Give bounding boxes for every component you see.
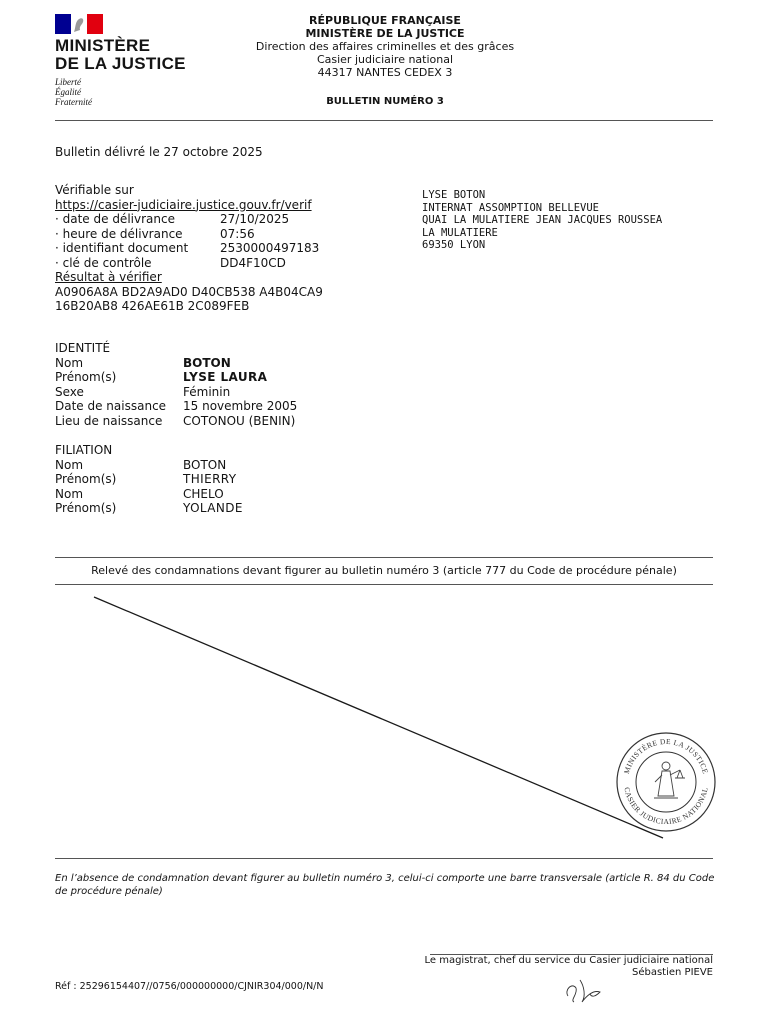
signer-title: Le magistrat, chef du service du Casier judiciaire national — [424, 955, 713, 966]
bulletin-title: BULLETIN NUMÉRO 3 — [326, 96, 444, 107]
verification-row: · date de délivrance 27/10/2025 — [55, 212, 290, 226]
no-conviction-footnote: En l’absence de condamnation devant figurer au bulletin numéro 3, celui-ci comporte une barre transversale (article R. 84 du Code de procédure pénale) — [55, 873, 715, 897]
identity-row: Prénom(s) LYSE LAURA — [55, 370, 268, 384]
identity-row: Sexe Féminin — [55, 384, 231, 399]
service-name: Casier judiciaire national — [316, 53, 454, 66]
direction-name: Direction des affaires criminelles et des grâces — [255, 40, 515, 53]
verification-result-label: Résultat à vérifier — [55, 270, 162, 284]
verification-title: Vérifiable sur — [55, 183, 134, 197]
filiation-row: Nom BOTON — [55, 457, 227, 472]
seal-ring-bottom-text: CASIER JUDICIAIRE NATIONAL — [622, 786, 710, 827]
official-seal-stamp — [614, 730, 718, 834]
ministry-name: MINISTÈRE DE LA JUSTICE — [305, 27, 465, 40]
seal-ring-top-text: MINISTÈRE DE LA JUSTICE — [621, 736, 711, 775]
issuer-address: 44317 NANTES CEDEX 3 — [317, 66, 453, 79]
filiation-row: Prénom(s) YOLANDE — [55, 501, 243, 515]
recipient-line: 69350 LYON — [422, 239, 486, 251]
handwritten-signature — [560, 972, 610, 1006]
signer-name: Sébastien PIEVE — [631, 967, 713, 978]
filiation-title: FILIATION — [55, 443, 113, 457]
verification-hash-line: 16B20AB8 426AE61B 2C089FEB — [55, 299, 250, 313]
recipient-line: QUAI LA MULATIERE JEAN JACQUES ROUSSEA — [422, 214, 663, 226]
filiation-row: Prénom(s) THIERRY — [55, 472, 237, 486]
identity-row: Date de naissance 15 novembre 2005 — [55, 399, 298, 413]
identity-row: Nom BOTON — [55, 355, 231, 370]
verification-row: · heure de délivrance 07:56 — [55, 226, 255, 241]
republic-name: RÉPUBLIQUE FRANÇAISE — [309, 14, 461, 27]
convictions-banner: Relevé des condamnations devant figurer au bulletin numéro 3 (article 777 du Code de procédure pénale) — [55, 557, 713, 585]
republic-motto: Liberté Égalité Fraternité — [55, 77, 92, 107]
svg-text:MINISTÈRE DE LA JUSTICE — [622, 737, 710, 775]
filiation-row: Nom CHELO — [55, 486, 224, 501]
recipient-line: LYSE BOTON — [422, 189, 486, 201]
verification-row: · clé de contrôle DD4F10CD — [55, 255, 286, 270]
signature-block — [400, 955, 713, 979]
recipient-line: LA MULATIERE — [422, 226, 498, 239]
verification-row: · identifiant document 2530000497183 — [55, 241, 320, 255]
ministry-name-line1: MINISTÈRE — [55, 36, 151, 55]
document-reference: Réf : 25296154407//0756/000000000/CJNIR304/000/N/N — [55, 981, 324, 992]
footnote-divider — [55, 858, 713, 859]
verification-hash-line: A0906A8A BD2A9AD0 D40CB538 A4B04CA9 — [55, 284, 323, 299]
delivery-date: Bulletin délivré le 27 octobre 2025 — [55, 145, 263, 159]
identity-row: Lieu de naissance COTONOU (BENIN) — [55, 413, 296, 428]
recipient-line: INTERNAT ASSOMPTION BELLEVUE — [422, 201, 600, 214]
verification-link[interactable]: https://casier-judiciaire.justice.gouv.fr/verif — [55, 197, 312, 212]
justice-figure-icon — [654, 762, 685, 798]
ministry-name-line2: DE LA JUSTICE — [55, 54, 186, 73]
identity-title: IDENTITÉ — [55, 341, 111, 355]
